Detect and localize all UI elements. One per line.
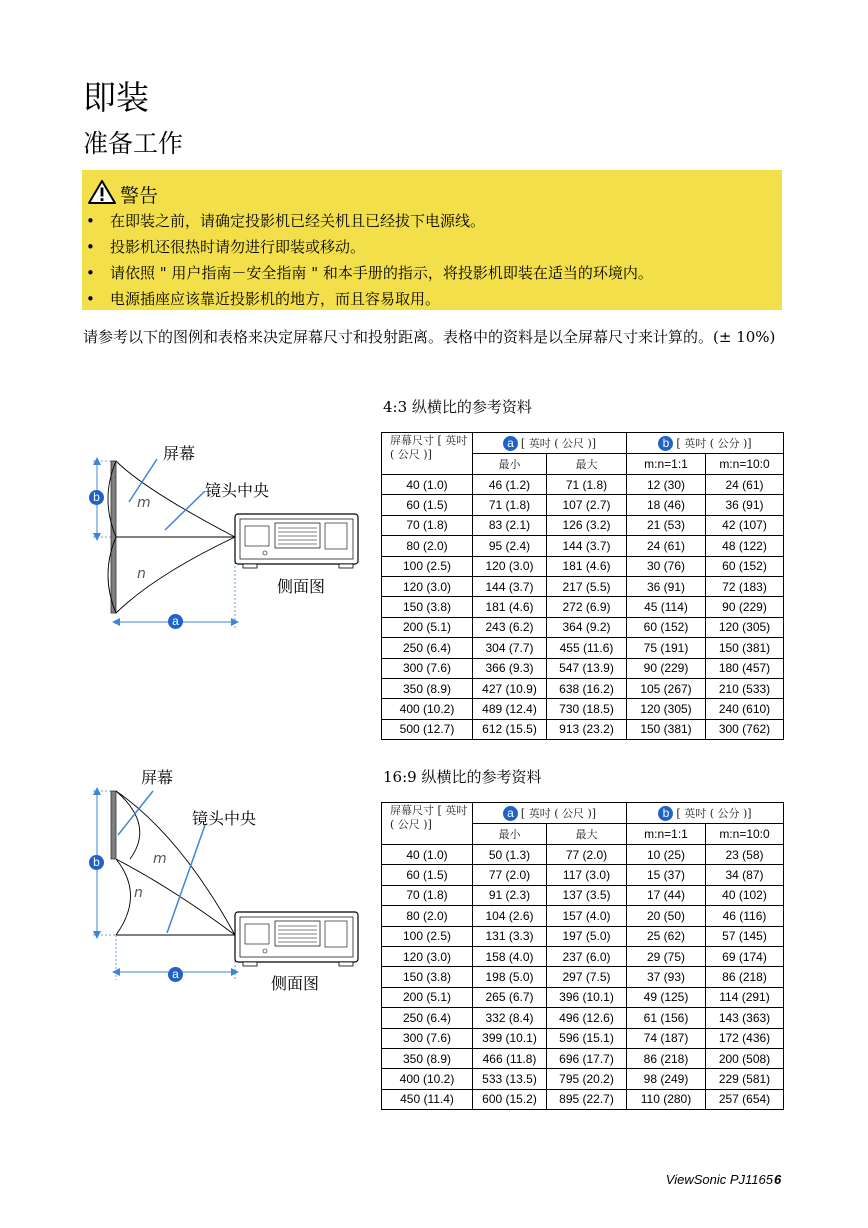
table-cell: 612 (15.5) — [473, 719, 547, 739]
table-cell: 638 (16.2) — [547, 678, 627, 698]
table-cell: 364 (9.2) — [547, 617, 627, 637]
table-cell: 237 (6.0) — [547, 946, 627, 966]
b-badge: b — [89, 855, 104, 870]
table-cell: 243 (6.2) — [473, 617, 547, 637]
table-row — [382, 865, 784, 885]
table-row — [382, 475, 784, 495]
table-cell: 150 (381) — [706, 638, 784, 658]
table-cell: 24 (61) — [706, 475, 784, 495]
projector-icon — [235, 912, 358, 966]
table-cell: 20 (50) — [627, 906, 706, 926]
table-cell: 300 (7.6) — [382, 1028, 473, 1048]
table-cell: 71 (1.8) — [547, 475, 627, 495]
table-cell: 350 (8.9) — [382, 1048, 473, 1068]
table169-title: 16:9 纵横比的参考资料 — [383, 768, 542, 786]
page-title: 即装 — [83, 78, 149, 117]
col-header-mn100: m:n=10:0 — [706, 454, 784, 475]
table-cell: 396 (10.1) — [547, 987, 627, 1007]
table-cell: 95 (2.4) — [473, 536, 547, 556]
table-cell: 198 (5.0) — [473, 967, 547, 987]
table-cell: 74 (187) — [627, 1028, 706, 1048]
table-cell: 144 (3.7) — [473, 576, 547, 596]
table-cell: 49 (125) — [627, 987, 706, 1007]
table-cell: 180 (457) — [706, 658, 784, 678]
table-cell: 265 (6.7) — [473, 987, 547, 1007]
table-cell: 77 (2.0) — [473, 865, 547, 885]
table-cell: 60 (1.5) — [382, 865, 473, 885]
page-number: 6 — [774, 1172, 782, 1187]
table-row — [382, 719, 784, 739]
warning-title: 警告 — [120, 184, 159, 207]
b-badge: b — [658, 436, 673, 451]
col-header-a: a [ 英吋 ( 公尺 )] — [473, 803, 627, 824]
lens-center-label: 镜头中央 — [205, 481, 270, 500]
table-cell: 105 (267) — [627, 678, 706, 698]
table-cell: 157 (4.0) — [547, 906, 627, 926]
table-cell: 240 (610) — [706, 699, 784, 719]
table-cell: 455 (11.6) — [547, 638, 627, 658]
table-cell: 100 (2.5) — [382, 556, 473, 576]
table-cell: 45 (114) — [627, 597, 706, 617]
table-cell: 596 (15.1) — [547, 1028, 627, 1048]
table-cell: 272 (6.9) — [547, 597, 627, 617]
col-header-max: 最大 — [547, 824, 627, 845]
table-cell: 100 (2.5) — [382, 926, 473, 946]
table-cell: 200 (5.1) — [382, 617, 473, 637]
table-cell: 143 (363) — [706, 1008, 784, 1028]
table-cell: 42 (107) — [706, 515, 784, 535]
table43-body — [382, 475, 784, 740]
table-cell: 40 (1.0) — [382, 475, 473, 495]
table-cell: 70 (1.8) — [382, 885, 473, 905]
table-row — [382, 926, 784, 946]
table-cell: 60 (152) — [706, 556, 784, 576]
table-cell: 75 (191) — [627, 638, 706, 658]
warning-box — [82, 170, 782, 310]
col-header-b: b [ 英吋 ( 公分 )] — [627, 803, 784, 824]
table-cell: 250 (6.4) — [382, 638, 473, 658]
table-cell: 71 (1.8) — [473, 495, 547, 515]
table-cell: 120 (3.0) — [473, 556, 547, 576]
table-cell: 895 (22.7) — [547, 1089, 627, 1109]
table-cell: 77 (2.0) — [547, 845, 627, 865]
col-header-a: a [ 英吋 ( 公尺 )] — [473, 433, 627, 454]
table-row — [382, 658, 784, 678]
table-cell: 120 (305) — [706, 617, 784, 637]
table-cell: 400 (10.2) — [382, 699, 473, 719]
table-cell: 90 (229) — [706, 597, 784, 617]
table-row — [382, 678, 784, 698]
table-cell: 98 (249) — [627, 1069, 706, 1089]
table-cell: 36 (91) — [627, 576, 706, 596]
table-cell: 37 (93) — [627, 967, 706, 987]
table-row — [382, 699, 784, 719]
table-cell: 547 (13.9) — [547, 658, 627, 678]
table-cell: 144 (3.7) — [547, 536, 627, 556]
table-row — [382, 1008, 784, 1028]
table-cell: 158 (4.0) — [473, 946, 547, 966]
table-cell: 120 (3.0) — [382, 946, 473, 966]
table-cell: 500 (12.7) — [382, 719, 473, 739]
m-label: m — [137, 495, 151, 511]
n-label: n — [137, 566, 146, 582]
table-cell: 18 (46) — [627, 495, 706, 515]
warning-item: • 请依照 " 用户指南－安全指南 " 和本手册的指示，将投影机即装在适当的环境内。 — [82, 260, 653, 286]
a-badge: a — [503, 436, 518, 451]
table-cell: 10 (25) — [627, 845, 706, 865]
col-header-screen-size: 屏幕尺寸 [ 英吋 ( 公尺 )] — [382, 433, 473, 475]
table-cell: 50 (1.3) — [473, 845, 547, 865]
projector-icon — [235, 514, 358, 568]
table-cell: 304 (7.7) — [473, 638, 547, 658]
col-header-b: b [ 英吋 ( 公分 )] — [627, 433, 784, 454]
table-cell: 131 (3.3) — [473, 926, 547, 946]
table-cell: 172 (436) — [706, 1028, 784, 1048]
table-cell: 181 (4.6) — [473, 597, 547, 617]
table-cell: 60 (152) — [627, 617, 706, 637]
table-cell: 83 (2.1) — [473, 515, 547, 535]
table-cell: 34 (87) — [706, 865, 784, 885]
table-cell: 200 (5.1) — [382, 987, 473, 1007]
n-label: n — [134, 885, 143, 901]
table-cell: 197 (5.0) — [547, 926, 627, 946]
table43-title: 4:3 纵横比的参考资料 — [383, 398, 532, 416]
warning-list — [82, 208, 653, 312]
table-row — [382, 1069, 784, 1089]
table-cell: 29 (75) — [627, 946, 706, 966]
table-cell: 210 (533) — [706, 678, 784, 698]
col-header-screen-size: 屏幕尺寸 [ 英吋 ( 公尺 )] — [382, 803, 473, 845]
table-cell: 496 (12.6) — [547, 1008, 627, 1028]
table-cell: 350 (8.9) — [382, 678, 473, 698]
m-label: m — [153, 851, 167, 867]
col-header-min: 最小 — [473, 824, 547, 845]
table-row — [382, 906, 784, 926]
table-cell: 229 (581) — [706, 1069, 784, 1089]
table-cell: 150 (3.8) — [382, 597, 473, 617]
table-row — [382, 946, 784, 966]
table-cell: 24 (61) — [627, 536, 706, 556]
section-title: 准备工作 — [83, 129, 184, 158]
table-cell: 150 (381) — [627, 719, 706, 739]
lens-center-label: 镜头中央 — [192, 809, 257, 828]
table-cell: 104 (2.6) — [473, 906, 547, 926]
table-43 — [381, 432, 784, 740]
table-row — [382, 1048, 784, 1068]
table-row — [382, 1028, 784, 1048]
table-cell: 795 (20.2) — [547, 1069, 627, 1089]
table-row — [382, 536, 784, 556]
table-cell: 86 (218) — [706, 967, 784, 987]
table-cell: 110 (280) — [627, 1089, 706, 1109]
table-cell: 36 (91) — [706, 495, 784, 515]
table-cell: 46 (116) — [706, 906, 784, 926]
table-row — [382, 987, 784, 1007]
table-cell: 90 (229) — [627, 658, 706, 678]
table-cell: 69 (174) — [706, 946, 784, 966]
side-view-label: 侧面图 — [277, 577, 326, 596]
table-cell: 86 (218) — [627, 1048, 706, 1068]
table-row — [382, 597, 784, 617]
table-cell: 400 (10.2) — [382, 1069, 473, 1089]
warning-header — [88, 181, 158, 207]
table-cell: 332 (8.4) — [473, 1008, 547, 1028]
table-cell: 126 (3.2) — [547, 515, 627, 535]
table-cell: 15 (37) — [627, 865, 706, 885]
table-cell: 70 (1.8) — [382, 515, 473, 535]
table-row — [382, 576, 784, 596]
table-cell: 181 (4.6) — [547, 556, 627, 576]
b-badge: b — [89, 490, 104, 505]
table-cell: 450 (11.4) — [382, 1089, 473, 1109]
diagram-43 — [85, 430, 385, 640]
table-cell: 40 (102) — [706, 885, 784, 905]
table-cell: 57 (145) — [706, 926, 784, 946]
table-cell: 137 (3.5) — [547, 885, 627, 905]
table-cell: 399 (10.1) — [473, 1028, 547, 1048]
table-cell: 200 (508) — [706, 1048, 784, 1068]
table-row — [382, 638, 784, 658]
table-cell: 120 (3.0) — [382, 576, 473, 596]
warning-triangle-icon — [88, 180, 116, 208]
table-cell: 117 (3.0) — [547, 865, 627, 885]
table-cell: 297 (7.5) — [547, 967, 627, 987]
warning-item: • 投影机还很热时请勿进行即装或移动。 — [82, 234, 653, 260]
table-cell: 696 (17.7) — [547, 1048, 627, 1068]
table-cell: 80 (2.0) — [382, 906, 473, 926]
table-cell: 366 (9.3) — [473, 658, 547, 678]
table-cell: 730 (18.5) — [547, 699, 627, 719]
table-row — [382, 515, 784, 535]
table-row — [382, 1089, 784, 1109]
col-header-max: 最大 — [547, 454, 627, 475]
table-cell: 46 (1.2) — [473, 475, 547, 495]
a-badge: a — [168, 614, 183, 629]
warning-item: • 在即装之前，请确定投影机已经关机且已经拔下电源线。 — [82, 208, 653, 234]
table-cell: 17 (44) — [627, 885, 706, 905]
table-cell: 150 (3.8) — [382, 967, 473, 987]
a-badge: a — [168, 967, 183, 982]
table-cell: 913 (23.2) — [547, 719, 627, 739]
table-row — [382, 617, 784, 637]
table-cell: 300 (762) — [706, 719, 784, 739]
side-view-label: 侧面图 — [271, 974, 320, 993]
table-cell: 257 (654) — [706, 1089, 784, 1109]
table-cell: 427 (10.9) — [473, 678, 547, 698]
table-cell: 489 (12.4) — [473, 699, 547, 719]
table-169 — [381, 802, 784, 1110]
col-header-mn11: m:n=1:1 — [627, 454, 706, 475]
table-cell: 91 (2.3) — [473, 885, 547, 905]
intro-paragraph: 请参考以下的图例和表格来决定屏幕尺寸和投射距离。表格中的资料是以全屏幕尺寸来计算的。(± 10%) — [83, 328, 776, 346]
table-row — [382, 556, 784, 576]
table-cell: 217 (5.5) — [547, 576, 627, 596]
table-cell: 114 (291) — [706, 987, 784, 1007]
table-cell: 120 (305) — [627, 699, 706, 719]
table-cell: 60 (1.5) — [382, 495, 473, 515]
table-cell: 107 (2.7) — [547, 495, 627, 515]
table-cell: 12 (30) — [627, 475, 706, 495]
table-cell: 21 (53) — [627, 515, 706, 535]
footer-brand: ViewSonic PJ1165 — [665, 1172, 773, 1187]
table-cell: 48 (122) — [706, 536, 784, 556]
table-row — [382, 967, 784, 987]
table-cell: 25 (62) — [627, 926, 706, 946]
table-cell: 30 (76) — [627, 556, 706, 576]
table-cell: 466 (11.8) — [473, 1048, 547, 1068]
col-header-mn11: m:n=1:1 — [627, 824, 706, 845]
col-header-mn100: m:n=10:0 — [706, 824, 784, 845]
table-cell: 250 (6.4) — [382, 1008, 473, 1028]
table-cell: 72 (183) — [706, 576, 784, 596]
table-row — [382, 885, 784, 905]
table-cell: 600 (15.2) — [473, 1089, 547, 1109]
table169-body — [382, 845, 784, 1110]
a-badge: a — [503, 806, 518, 821]
screen-label: 屏幕 — [163, 444, 196, 463]
table-row — [382, 495, 784, 515]
table-cell: 80 (2.0) — [382, 536, 473, 556]
table-cell: 533 (13.5) — [473, 1069, 547, 1089]
col-header-min: 最小 — [473, 454, 547, 475]
table-cell: 300 (7.6) — [382, 658, 473, 678]
screen-label: 屏幕 — [141, 768, 174, 787]
warning-item: • 电源插座应该靠近投影机的地方，而且容易取用。 — [82, 286, 653, 312]
b-badge: b — [658, 806, 673, 821]
table-cell: 40 (1.0) — [382, 845, 473, 865]
table-cell: 61 (156) — [627, 1008, 706, 1028]
table-row — [382, 845, 784, 865]
table-cell: 23 (58) — [706, 845, 784, 865]
